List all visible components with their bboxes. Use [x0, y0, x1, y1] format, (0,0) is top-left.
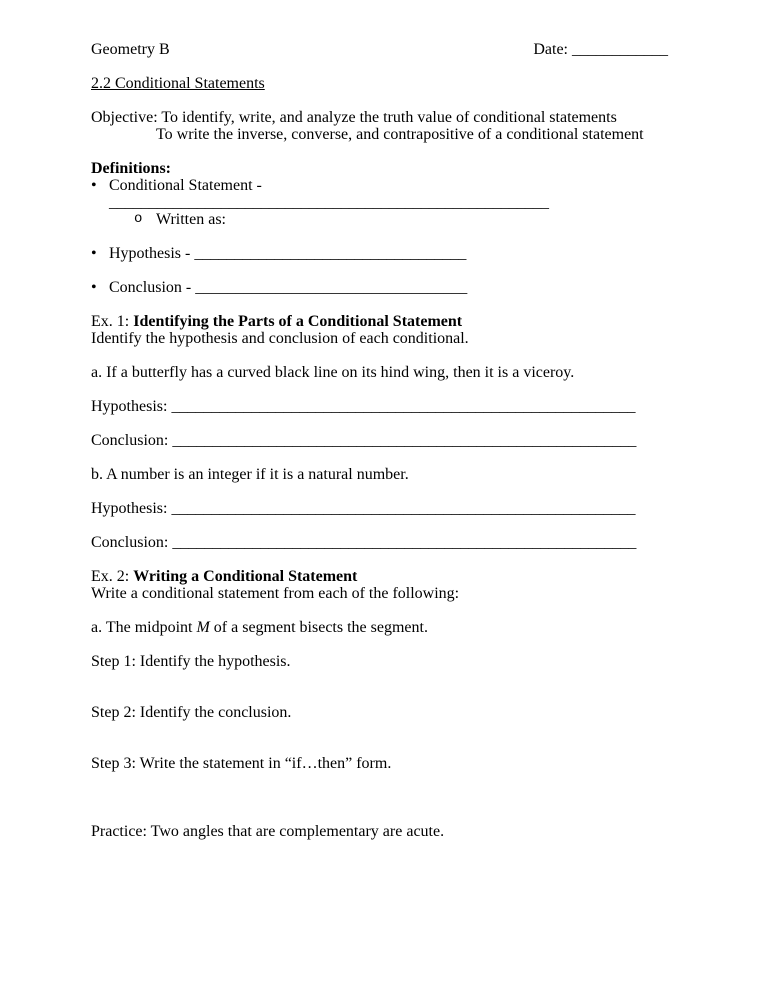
ex2-prefix: Ex. 2: — [91, 568, 134, 585]
ex2-heading — [91, 568, 668, 585]
definition-conditional-text: Conditional Statement - _______________________________________________________ — [109, 177, 549, 211]
ex2-item-a-post: of a segment bisects the segment. — [209, 619, 428, 636]
definitions-heading: Definitions: — [91, 160, 171, 177]
section-title: 2.2 Conditional Statements — [91, 75, 265, 92]
definition-hypothesis-text: Hypothesis - __________________________________ — [109, 245, 467, 262]
ex2-step3: Step 3: Write the statement in “if…then” form. — [91, 755, 392, 772]
bullet-icon: • — [91, 177, 97, 194]
ex1-b-hypothesis-line: Hypothesis: __________________________________________________________ — [91, 500, 636, 517]
ex2-item-a-var: M — [196, 619, 210, 636]
written-as-label: Written as: — [156, 211, 226, 228]
definition-hypothesis — [91, 245, 668, 262]
ex1-b-conclusion-line: Conclusion: __________________________________________________________ — [91, 534, 637, 551]
ex1-item-b: b. A number is an integer if it is a natural number. — [91, 466, 409, 483]
ex2-step2: Step 2: Identify the conclusion. — [91, 704, 292, 721]
bullet-icon: • — [91, 245, 97, 262]
bullet-icon: • — [91, 279, 97, 296]
ex1-item-a: a. If a butterfly has a curved black line on its hind wing, then it is a viceroy. — [91, 364, 575, 381]
objective-line1: Objective: To identify, write, and analyze the truth value of conditional statements — [91, 109, 617, 126]
ex1-subtitle: Identify the hypothesis and conclusion of each conditional. — [91, 330, 469, 347]
sub-bullet-icon: o — [134, 211, 143, 227]
definition-conclusion-text: Conclusion - __________________________________ — [109, 279, 468, 296]
ex2-step1: Step 1: Identify the hypothesis. — [91, 653, 291, 670]
ex2-title: Writing a Conditional Statement — [133, 568, 358, 585]
objective-line2: To write the inverse, converse, and contrapositive of a conditional statement — [156, 126, 644, 143]
ex2-item-a-pre: a. The midpoint — [91, 619, 197, 636]
ex1-title: Identifying the Parts of a Conditional Statement — [133, 313, 463, 330]
ex2-practice: Practice: Two angles that are complementary are acute. — [91, 823, 445, 840]
page-header — [91, 41, 668, 58]
definition-conclusion — [91, 279, 668, 296]
date-field: Date: ____________ — [533, 41, 668, 58]
definition-conditional-statement — [91, 177, 668, 211]
ex2-subtitle: Write a conditional statement from each of the following: — [91, 585, 460, 602]
ex1-heading — [91, 313, 668, 330]
definition-written-as — [134, 211, 668, 228]
ex1-a-conclusion-line: Conclusion: __________________________________________________________ — [91, 432, 637, 449]
ex1-prefix: Ex. 1: — [91, 313, 134, 330]
course-title: Geometry B — [91, 41, 170, 58]
ex1-a-hypothesis-line: Hypothesis: __________________________________________________________ — [91, 398, 636, 415]
ex2-item-a — [91, 619, 668, 636]
